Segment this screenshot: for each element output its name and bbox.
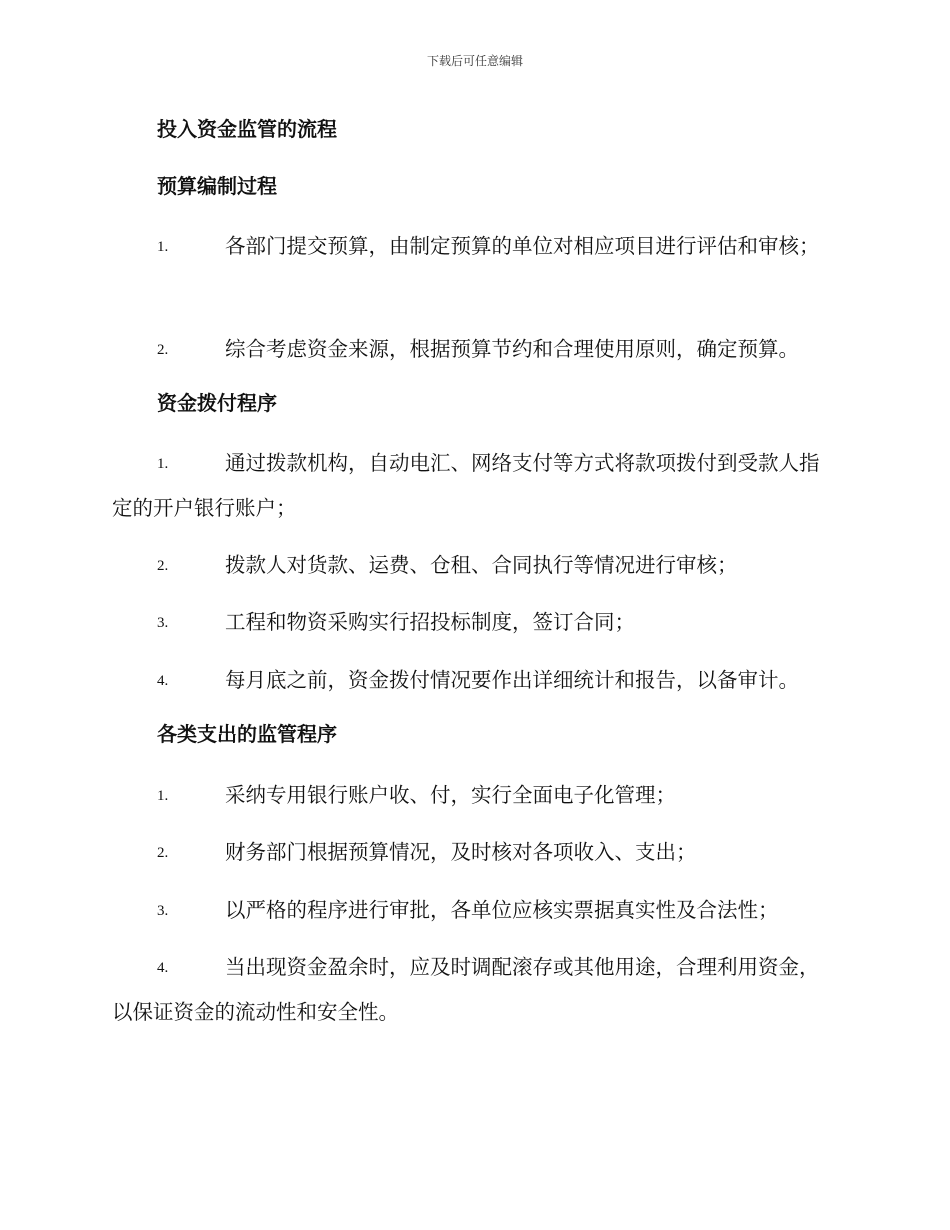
list-item-text: 各部门提交预算，由制定预算的单位对相应项目进行评估和审核； [225, 234, 820, 258]
list-item-number: 3. [157, 903, 169, 919]
list-item-number: 2. [157, 558, 169, 574]
list-item-text: 工程和物资采购实行招投标制度，签订合同； [225, 610, 635, 634]
list-item-text: 以严格的程序进行审批，各单位应核实票据真实性及合法性； [225, 898, 779, 922]
section-heading-expenditure-supervision: 各类支出的监管程序 [157, 722, 337, 746]
page-header: 下载后可任意编辑 [426, 54, 523, 68]
document-title: 投入资金监管的流程 [157, 117, 337, 141]
list-item-text: 当出现资金盈余时，应及时调配滚存或其他用途，合理利用资金，以保证资金的流动性和安全性。 [112, 955, 820, 1024]
list-item-number: 2. [157, 342, 169, 358]
section-heading-disbursement: 资金拨付程序 [157, 391, 277, 415]
list-item-text: 综合考虑资金来源，根据预算节约和合理使用原则，确定预算。 [225, 337, 799, 361]
list-item-text: 通过拨款机构，自动电汇、网络支付等方式将款项拨付到受款人指定的开户银行账户； [112, 451, 820, 520]
section-heading-budget: 预算编制过程 [157, 174, 277, 198]
list-item-number: 1. [157, 788, 169, 804]
list-item-text: 财务部门根据预算情况，及时核对各项收入、支出； [225, 840, 697, 864]
list-item-number: 3. [157, 615, 169, 631]
list-item-number: 2. [157, 845, 169, 861]
list-item-text: 每月底之前，资金拨付情况要作出详细统计和报告，以备审计。 [225, 668, 799, 692]
list-item-text: 采纳专用银行账户收、付，实行全面电子化管理； [225, 783, 676, 807]
list-item-number: 4. [157, 960, 169, 976]
list-item-number: 1. [157, 239, 169, 255]
list-item-number: 4. [157, 673, 169, 689]
list-item-text: 拨款人对货款、运费、仓租、合同执行等情况进行审核； [225, 553, 738, 577]
list-item-number: 1. [157, 456, 169, 472]
